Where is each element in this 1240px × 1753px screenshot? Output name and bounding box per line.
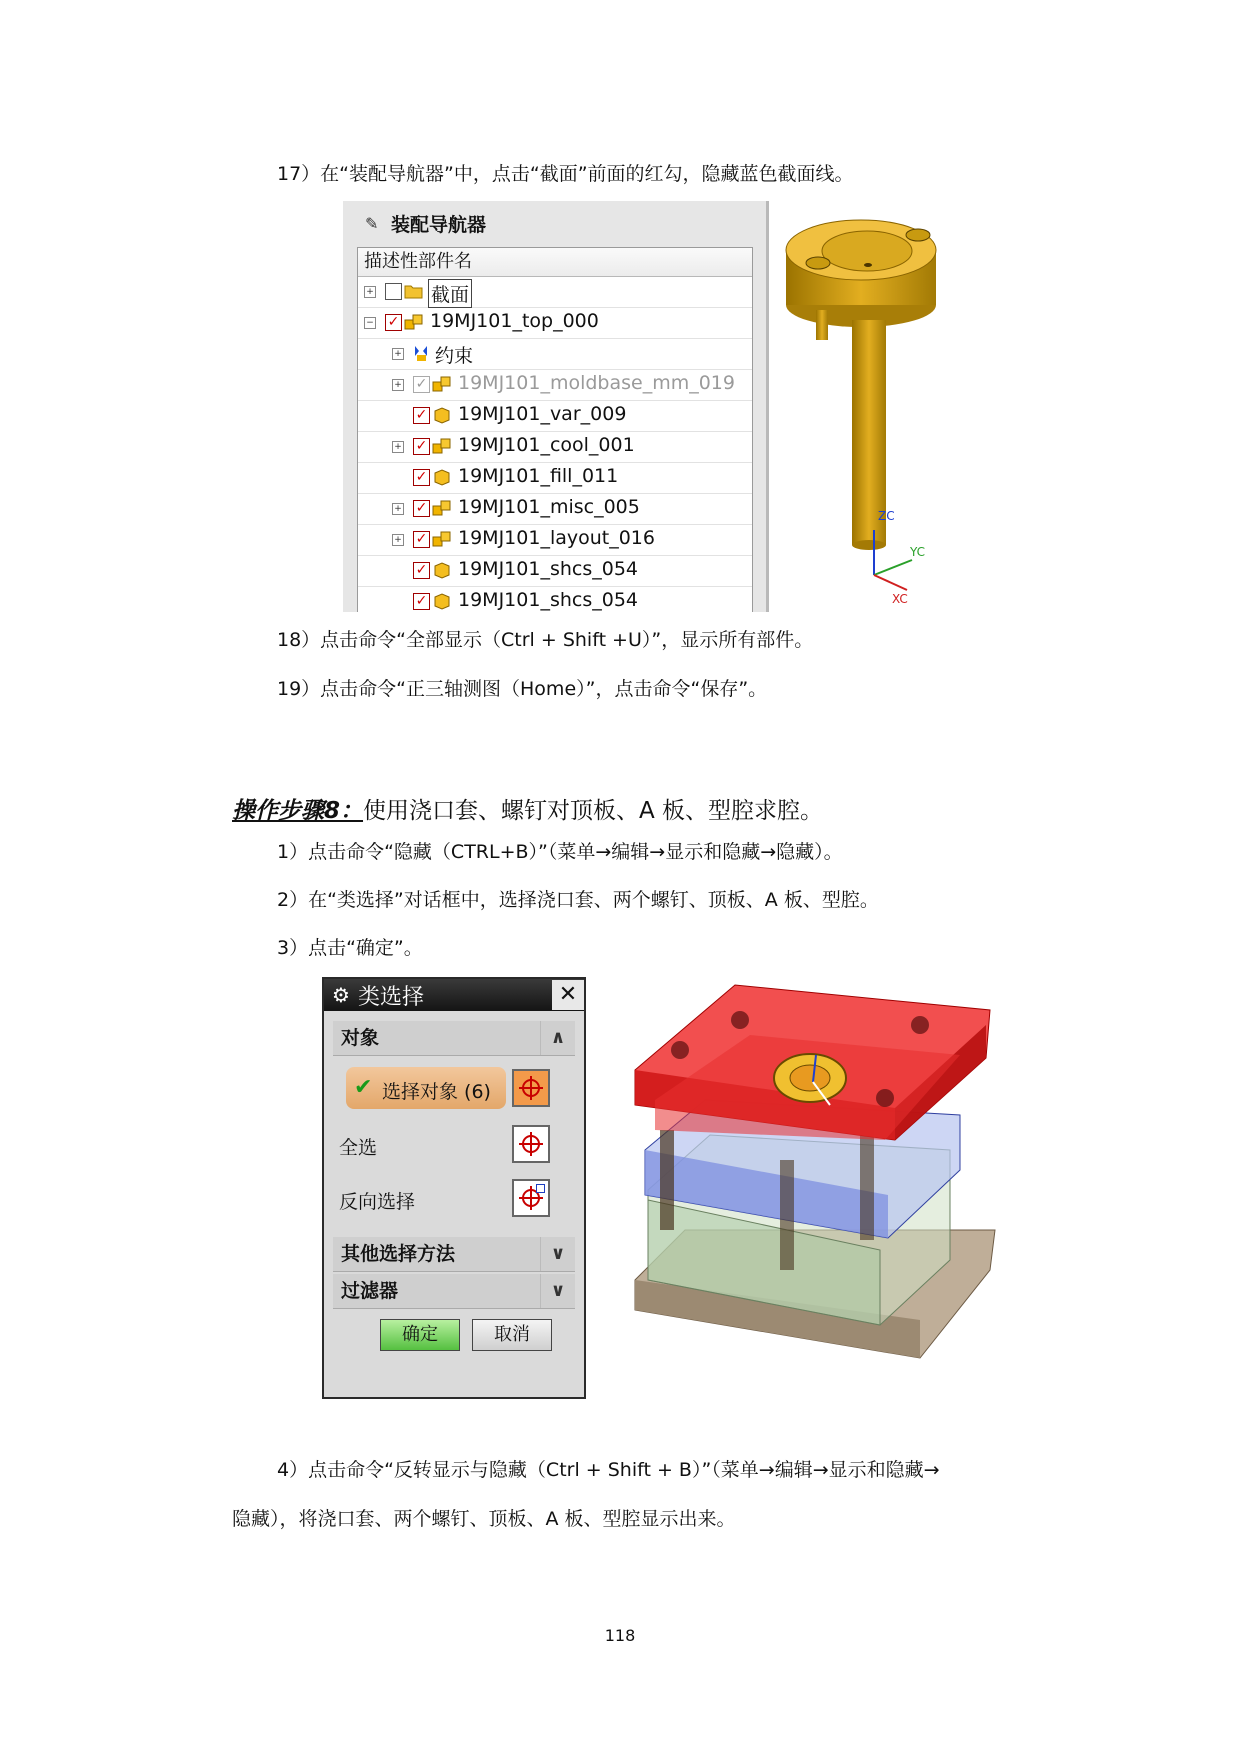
- visibility-checkbox[interactable]: ✓: [413, 469, 430, 486]
- pin: [816, 310, 828, 340]
- expand-icon[interactable]: +: [392, 348, 404, 360]
- guide-pillar: [860, 1130, 874, 1240]
- screw-head: [911, 1016, 929, 1034]
- step-heading-lead: 操作步骤8：: [232, 798, 364, 824]
- assembly-icon: [432, 499, 452, 517]
- guide-pillar: [660, 1130, 674, 1230]
- paragraph-substep-4-continued: 隐藏），将浇口套、两个螺钉、顶板、A 板、型腔显示出来。: [232, 1508, 736, 1530]
- tree-row-layout[interactable]: [358, 525, 752, 556]
- tree-row-shcs-1[interactable]: [358, 556, 752, 587]
- yc-axis-label: YC: [910, 545, 926, 559]
- check-icon: ✔: [354, 1075, 373, 1100]
- assembly-navigator-panel: [343, 201, 769, 612]
- tree-row-label: 19MJ101_shcs_054: [458, 558, 638, 580]
- paragraph-step-19: 19）点击命令“正三轴测图（Home）”，点击命令“保存”。: [277, 678, 768, 700]
- dialog-title: 类选择: [358, 984, 425, 1010]
- section-other-methods-label: 其他选择方法: [341, 1243, 456, 1265]
- gear-icon[interactable]: ⚙: [332, 983, 350, 1007]
- sprue-bushing-model: [780, 215, 940, 610]
- tree-row-moldbase[interactable]: [358, 370, 752, 401]
- step-heading: [232, 792, 823, 825]
- constraints-icon: [411, 344, 431, 362]
- column-header[interactable]: 描述性部件名: [358, 248, 752, 277]
- guide-pillar: [780, 1160, 794, 1270]
- screw-head: [671, 1041, 689, 1059]
- paragraph-substep-2: 2）在“类选择”对话框中，选择浇口套、两个螺钉、顶板、A 板、型腔。: [277, 889, 879, 911]
- section-object[interactable]: [333, 1021, 575, 1056]
- folder-icon: [404, 282, 424, 300]
- select-all-button[interactable]: [512, 1125, 550, 1163]
- part-icon: [432, 468, 452, 486]
- tree-row-label: 19MJ101_fill_011: [458, 465, 619, 487]
- invert-selection-button[interactable]: [512, 1179, 550, 1217]
- locating-ring-inner: [790, 1065, 830, 1091]
- mold-base-model: [630, 980, 1000, 1380]
- navigator-title-bar: [343, 201, 766, 245]
- sprue-hole: [864, 263, 872, 267]
- visibility-checkbox[interactable]: ✓: [413, 407, 430, 424]
- navigator-title: 装配导航器: [391, 213, 487, 236]
- select-objects-label[interactable]: 选择对象 (6): [382, 1081, 491, 1103]
- shaft-bottom: [852, 540, 886, 550]
- select-objects-button[interactable]: [512, 1069, 550, 1107]
- dialog-title-bar: [324, 979, 584, 1011]
- visibility-checkbox[interactable]: ✓: [413, 531, 430, 548]
- tree-row-label: 19MJ101_var_009: [458, 403, 627, 425]
- page-number: 118: [604, 1626, 636, 1645]
- paragraph-substep-3: 3）点击“确定”。: [277, 937, 423, 959]
- tree-row-label: 19MJ101_layout_016: [458, 527, 655, 549]
- cancel-button[interactable]: 取消: [472, 1319, 552, 1351]
- tree-row-label: 19MJ101_moldbase_mm_019: [458, 372, 735, 394]
- section-object-label: 对象: [341, 1027, 380, 1049]
- tree-row-top[interactable]: [358, 308, 752, 339]
- tree-row-shcs-2[interactable]: [358, 587, 752, 612]
- tree-row-var[interactable]: [358, 401, 752, 432]
- invert-marker-icon: [536, 1184, 545, 1193]
- tree-row-constraints[interactable]: [358, 339, 752, 370]
- expand-icon[interactable]: +: [392, 534, 404, 546]
- visibility-checkbox[interactable]: ✓: [413, 438, 430, 455]
- class-selection-dialog: [322, 977, 586, 1399]
- tree-row-label: 截面: [428, 279, 472, 308]
- select-all-label[interactable]: 全选: [339, 1137, 378, 1159]
- step-heading-text: 使用浇口套、螺钉对顶板、A 板、型腔求腔。: [363, 798, 824, 824]
- visibility-checkbox[interactable]: ✓: [413, 500, 430, 517]
- screw-head: [731, 1011, 749, 1029]
- visibility-checkbox[interactable]: ✓: [413, 376, 430, 393]
- close-icon[interactable]: ✕: [552, 980, 584, 1010]
- part-icon: [432, 592, 452, 610]
- xc-axis-label: XC: [892, 592, 908, 606]
- chevron-up-icon[interactable]: ∧: [540, 1021, 575, 1055]
- tree-row-label: 19MJ101_top_000: [430, 310, 599, 332]
- screw-head: [876, 1089, 894, 1107]
- paragraph-step-18: 18）点击命令“全部显示（Ctrl + Shift +U）”，显示所有部件。: [277, 629, 814, 651]
- tree-row-label: 19MJ101_shcs_054: [458, 589, 638, 611]
- screw-hole: [906, 229, 930, 241]
- assembly-icon: [404, 313, 424, 331]
- zc-axis-label: ZC: [878, 509, 895, 523]
- tree-row-misc[interactable]: [358, 494, 752, 525]
- expand-icon[interactable]: +: [364, 286, 376, 298]
- assembly-icon: [432, 437, 452, 455]
- xc-axis: [874, 575, 907, 590]
- expand-icon[interactable]: +: [392, 503, 404, 515]
- section-filter-label: 过滤器: [341, 1280, 399, 1302]
- chevron-down-icon[interactable]: ∨: [540, 1274, 575, 1308]
- tree-row-cool[interactable]: [358, 432, 752, 463]
- ok-button[interactable]: 确定: [380, 1319, 460, 1351]
- visibility-checkbox[interactable]: ✓: [413, 562, 430, 579]
- paragraph-step-17: 17）在“装配导航器”中，点击“截面”前面的红勾，隐藏蓝色截面线。: [277, 163, 854, 185]
- yc-axis: [874, 560, 912, 575]
- paragraph-substep-1: 1）点击命令“隐藏（CTRL+B）”（菜单→编辑→显示和隐藏→隐藏）。: [277, 841, 843, 863]
- tree-row-label: 约束: [435, 345, 474, 367]
- navigator-tree[interactable]: [357, 247, 753, 612]
- assembly-icon: [432, 375, 452, 393]
- section-other-methods[interactable]: [333, 1237, 575, 1272]
- tree-row-label: 19MJ101_misc_005: [458, 496, 640, 518]
- visibility-checkbox[interactable]: ✓: [385, 314, 402, 331]
- assembly-icon: [432, 530, 452, 548]
- screw-hole: [806, 257, 830, 269]
- invert-selection-label[interactable]: 反向选择: [339, 1191, 416, 1213]
- part-icon: [432, 406, 452, 424]
- expand-icon[interactable]: +: [392, 379, 404, 391]
- tree-row-section[interactable]: [358, 277, 752, 308]
- tree-row-label: 19MJ101_cool_001: [458, 434, 635, 456]
- paragraph-substep-4: 4）点击命令“反转显示与隐藏（Ctrl + Shift + B）”（菜单→编辑→显示和隐藏→: [277, 1459, 940, 1481]
- pin-icon[interactable]: ✎: [365, 213, 379, 233]
- chevron-down-icon[interactable]: ∨: [540, 1237, 575, 1271]
- expand-icon[interactable]: +: [392, 441, 404, 453]
- visibility-checkbox[interactable]: ✓: [413, 593, 430, 610]
- visibility-checkbox[interactable]: [385, 283, 402, 300]
- part-icon: [432, 561, 452, 579]
- tree-row-fill[interactable]: [358, 463, 752, 494]
- section-filter[interactable]: [333, 1274, 575, 1309]
- collapse-icon[interactable]: −: [364, 317, 376, 329]
